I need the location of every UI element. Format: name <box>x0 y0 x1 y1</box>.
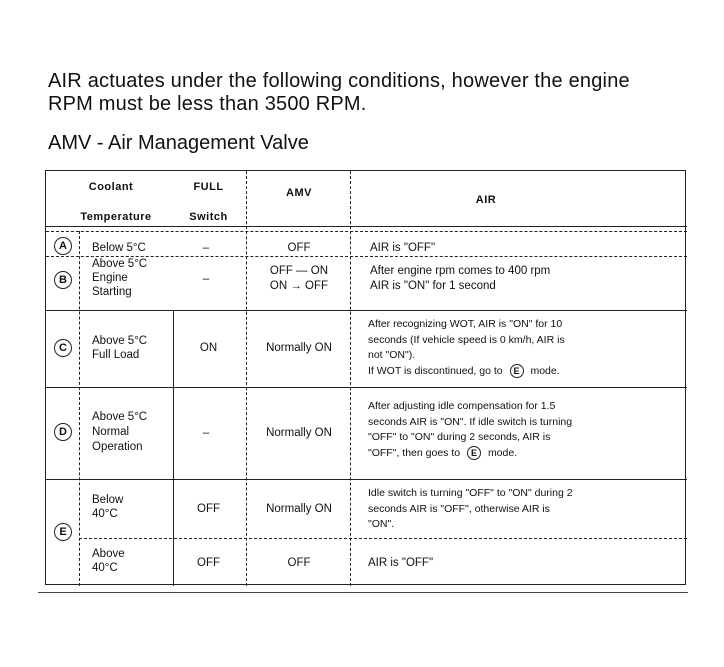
row-a-amv: OFF <box>287 242 311 254</box>
header-switch: Switch <box>189 211 228 223</box>
row-d-switch: – <box>202 427 210 439</box>
air-conditions-table <box>45 170 686 585</box>
row-d-air-line-2: seconds AIR is "ON". If idle switch is turning <box>368 415 573 428</box>
row-c-amv: Normally ON <box>266 342 332 354</box>
row-e1-amv: Normally ON <box>266 503 332 515</box>
row-c-air-line-4b: mode. <box>530 364 560 377</box>
row-c-air <box>368 317 565 379</box>
header-amv: AMV <box>286 187 312 199</box>
row-a-switch: – <box>202 242 210 254</box>
row-b-air <box>370 264 550 294</box>
row-e1-temp-line-2: 40°C <box>92 508 118 520</box>
table-subtitle: AMV - Air Management Valve <box>48 132 309 154</box>
row-d-air-line-4 <box>368 446 572 462</box>
row-d-air-line-4b: mode. <box>487 446 518 459</box>
row-d-air-line-4a: "OFF", then goes to <box>368 446 461 459</box>
row-c-air-line-4 <box>368 364 565 380</box>
row-d-rule <box>46 479 687 480</box>
row-c-temp-line-2: Full Load <box>92 349 140 361</box>
row-a-temp: Below 5°C <box>92 242 146 254</box>
row-c-air-line-4a: If WOT is discontinued, go to <box>368 364 503 377</box>
mark-d-badge: D <box>54 423 72 441</box>
row-e1-temp <box>92 493 123 521</box>
row-e1-air-line-2: seconds AIR is "OFF", otherwise AIR is <box>368 502 550 515</box>
row-e2-temp-line-1: Above <box>92 548 125 560</box>
header-rule-dashed <box>46 231 687 232</box>
row-c-switch: ON <box>199 342 218 354</box>
mark-e-inline-badge: E <box>510 364 524 378</box>
amv-column-rule <box>350 171 351 586</box>
row-e2-air: AIR is "OFF" <box>368 557 434 569</box>
row-d-air-line-3: "OFF" to "ON" during 2 seconds, AIR is <box>368 431 551 443</box>
row-e2-temp-line-2: 40°C <box>92 562 118 574</box>
row-b-temp-line-1: Above 5°C <box>92 258 148 270</box>
row-e1-temp-line-1: Below <box>92 494 124 506</box>
row-d-air-line-1: After adjusting idle compensation for 1.5 <box>368 400 556 412</box>
row-e-split-rule <box>79 538 687 539</box>
row-e2-temp <box>92 547 125 575</box>
row-c-temp <box>92 334 147 362</box>
switch-column-rule <box>246 171 247 586</box>
row-d-temp-line-2: Normal <box>92 426 130 438</box>
bottom-divider <box>38 592 688 593</box>
row-c-air-line-3: not "ON"). <box>368 349 416 361</box>
mark-b-badge: B <box>54 271 72 289</box>
row-b-amv-line-2: ON → OFF <box>269 280 329 292</box>
mark-e-badge: E <box>54 523 72 541</box>
row-e1-air-line-1: Idle switch is turning "OFF" to "ON" during 2 <box>368 487 573 499</box>
row-b-air-line-2: AIR is "ON" for 1 second <box>370 280 496 292</box>
row-d-temp <box>92 410 147 455</box>
intro-paragraph <box>48 70 698 116</box>
row-d-temp-line-3: Operation <box>92 441 143 453</box>
header-coolant: Coolant <box>88 181 134 193</box>
row-e2-amv: OFF <box>287 557 311 569</box>
row-e2-switch: OFF <box>197 557 220 569</box>
row-c-rule <box>46 387 687 388</box>
temp-column-rule <box>173 310 174 586</box>
row-c-air-line-2: seconds (If vehicle speed is 0 km/h, AIR is <box>368 333 565 346</box>
row-b-temp <box>92 257 147 299</box>
row-b-temp-line-3: Starting <box>92 286 132 298</box>
row-b-rule <box>46 310 687 311</box>
row-b-air-line-1: After engine rpm comes to 400 rpm <box>370 265 551 277</box>
mark-e-inline-badge: E <box>467 446 481 460</box>
header-air: AIR <box>475 194 497 206</box>
row-d-amv: Normally ON <box>266 427 332 439</box>
intro-line-1: AIR actuates under the following conditions, however the engine <box>48 70 630 92</box>
header-temperature: Temperature <box>80 211 152 223</box>
row-b-switch: – <box>202 273 210 285</box>
mark-c-badge: C <box>54 339 72 357</box>
row-b-amv <box>256 264 342 294</box>
row-e1-air-line-3: "ON". <box>368 518 395 530</box>
row-c-air-line-1: After recognizing WOT, AIR is "ON" for 10 <box>368 318 563 330</box>
row-c-temp-line-1: Above 5°C <box>92 335 148 347</box>
row-b-amv-line-1: OFF — ON <box>269 265 329 277</box>
row-b-temp-line-2: Engine <box>92 272 128 284</box>
header-full: FULL <box>193 181 224 193</box>
row-a-air: AIR is "OFF" <box>370 242 436 254</box>
row-e1-air <box>368 486 573 533</box>
mark-column-rule <box>79 231 80 586</box>
row-e1-switch: OFF <box>197 503 220 515</box>
row-d-air <box>368 399 572 461</box>
row-d-temp-line-1: Above 5°C <box>92 411 148 423</box>
mark-a-badge: A <box>54 237 72 255</box>
header-rule <box>46 226 687 227</box>
intro-line-2: RPM must be less than 3500 RPM. <box>48 93 367 115</box>
